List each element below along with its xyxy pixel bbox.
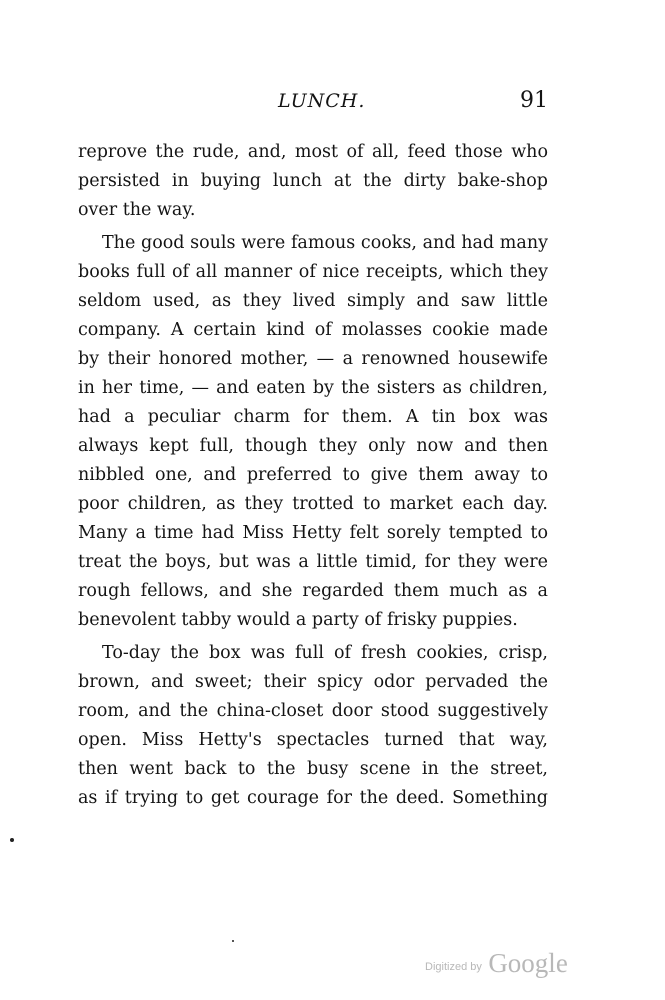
text-line: seldom used, as they lived simply and saw little <box>78 291 548 311</box>
text-line: rough fellows, and she regarded them much as a <box>78 581 548 601</box>
google-logo: Google <box>488 948 568 978</box>
running-title: LUNCH. <box>278 90 366 112</box>
text-line: as if trying to get courage for the deed. Something <box>78 788 548 808</box>
margin-mark <box>10 838 14 842</box>
text-line: treat the boys, but was a little timid, for they were <box>78 552 548 572</box>
text-line: benevolent tabby would a party of frisky puppies. <box>78 610 518 630</box>
paragraph <box>78 639 548 813</box>
text-line: room, and the china-closet door stood suggestively <box>78 701 548 721</box>
scan-speck <box>232 940 234 942</box>
text-line: To-day the box was full of fresh cookies, crisp, <box>102 643 548 663</box>
page-number: 91 <box>520 88 548 113</box>
text-line: over the way. <box>78 200 196 220</box>
text-line: Many a time had Miss Hetty felt sorely tempted to <box>78 523 548 543</box>
text-line: The good souls were famous cooks, and had many <box>102 233 548 253</box>
text-line: had a peculiar charm for them. A tin box was <box>78 407 548 427</box>
page-body <box>78 138 548 813</box>
text-line: by their honored mother, — a renowned housewife <box>78 349 548 369</box>
text-line: brown, and sweet; their spicy odor pervaded the <box>78 672 548 692</box>
text-line: books full of all manner of nice receipts, which they <box>78 262 548 282</box>
text-line: persisted in buying lunch at the dirty bake-shop <box>78 171 548 191</box>
text-line: company. A certain kind of molasses cookie made <box>78 320 548 340</box>
running-header <box>78 88 548 120</box>
paragraph <box>78 229 548 635</box>
text-line: nibbled one, and preferred to give them away to <box>78 465 548 485</box>
text-line: in her time, — and eaten by the sisters as children, <box>78 378 548 398</box>
paragraph <box>78 138 548 225</box>
text-line: always kept full, though they only now and then <box>78 436 548 456</box>
text-line: open. Miss Hetty's spectacles turned that way, <box>78 730 548 750</box>
watermark-prefix: Digitized by <box>425 961 482 973</box>
digitized-watermark <box>425 948 568 978</box>
text-line: then went back to the busy scene in the street, <box>78 759 548 779</box>
text-line: reprove the rude, and, most of all, feed those who <box>78 142 548 162</box>
text-line: poor children, as they trotted to market each day. <box>78 494 548 514</box>
